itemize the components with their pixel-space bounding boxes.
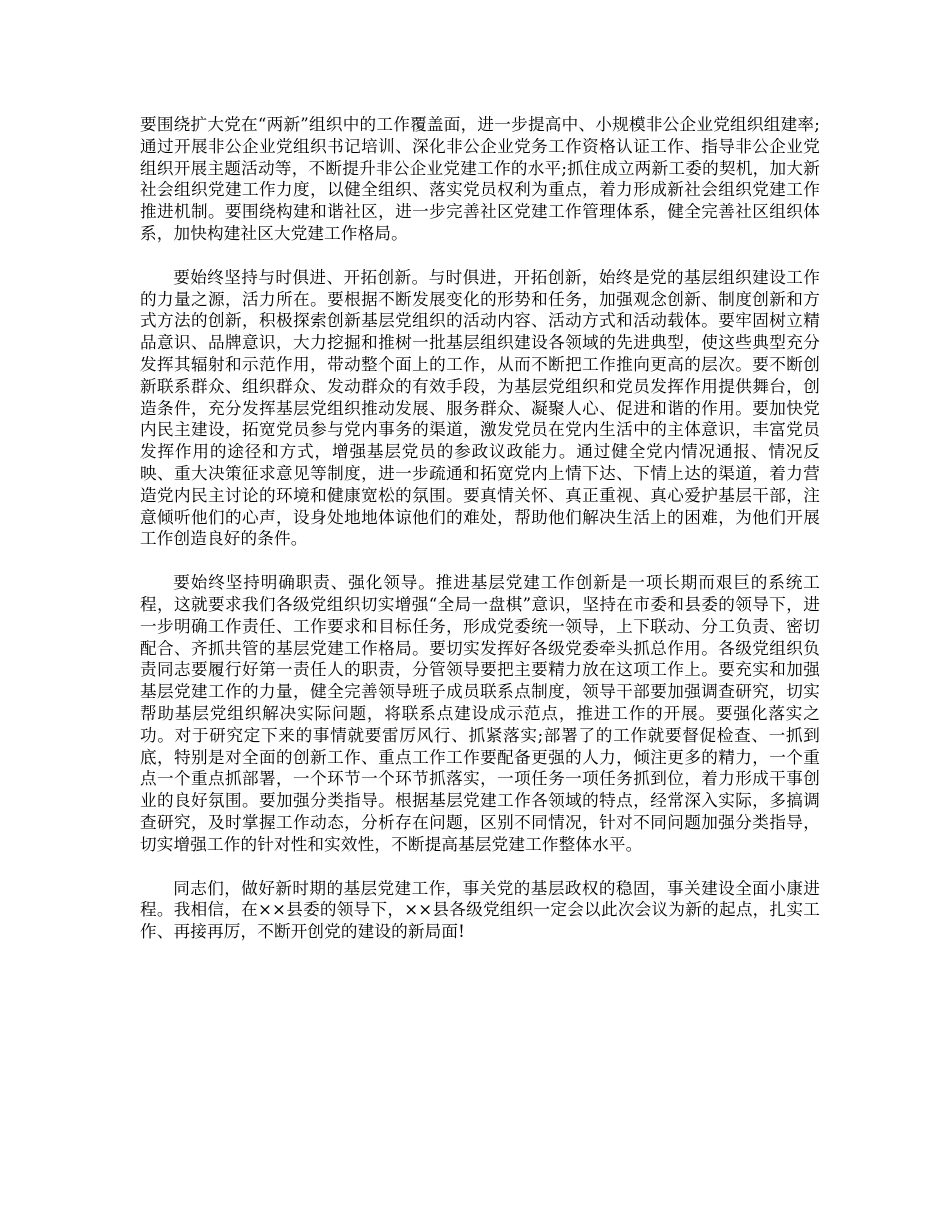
paragraph-spacer — [140, 550, 820, 572]
paragraph-1: 要围绕扩大党在“两新”组织中的工作覆盖面，进一步提高中、小规模非公企业党组织组建率;通过开展非公企业党组织书记培训、深化非公企业党务工作资格认证工作、指导非公企业党组织开展主题活动等，不断提升非公企业党建工作的水平;抓住成立两新工委的契机，加大新社会组织党建工作力度，以健全组织、落实党员权利为重点，着力形成新社会组织党建工作推进机制。要围绕构建和谐社区，进一步完善社区党建工作管理体系，健全完善社区组织体系，加快构建社区大党建工作格局。 — [140, 115, 820, 243]
paragraph-2: 要始终坚持与时俱进、开拓创新。与时俱进，开拓创新，始终是党的基层组织建设工作的力量之源，活力所在。要根据不断发展变化的形势和任务，加强观念创新、制度创新和方式方法的创新，积极探索创新基层党组织的活动内容、活动方式和活动载体。要牢固树立精品意识、品牌意识，大力挖掘和推树一批基层组织建设各领域的先进典型，使这些典型充分发挥其辐射和示范作用，带动整个面上的工作，从而不断把工作推向更高的层次。要不断创新联系群众、组织群众、发动群众的有效手段，为基层党组织和党员发挥作用提供舞台，创造条件，充分发挥基层党组织推动发展、服务群众、凝聚人心、促进和谐的作用。要加快党内民主建设，拓宽党员参与党内事务的渠道，激发党员在党内生活中的主体意识，丰富党员发挥作用的途径和方式，增强基层党员的参政议政能力。通过健全党内情况通报、情况反映、重大决策征求意见等制度，进一步疏通和拓宽党内上情下达、下情上达的渠道，着力营造党内民主讨论的环境和健康宽松的氛围。要真情关怀、真正重视、真心爱护基层干部，注意倾听他们的心声，设身处地地体谅他们的难处，帮助他们解决生活上的困难，为他们开展工作创造良好的条件。 — [140, 267, 820, 549]
paragraph-3: 要始终坚持明确职责、强化领导。推进基层党建工作创新是一项长期而艰巨的系统工程，这就要求我们各级党组织切实增强“全局一盘棋”意识，坚持在市委和县委的领导下，进一步明确工作责任、工作要求和目标任务，形成党委统一领导，上下联动、分工负责、密切配合、齐抓共管的基层党建工作格局。要切实发挥好各级党委牵头抓总作用。各级党组织负责同志要履行好第一责任人的职责，分管领导要把主要精力放在这项工作上。要充实和加强基层党建工作的力量，健全完善领导班子成员联系点制度，领导干部要加强调查研究，切实帮助基层党组织解决实际问题，将联系点建设成示范点，推进工作的开展。要强化落实之功。对于研究定下来的事情就要雷厉风行、抓紧落实;部署了的工作就要督促检查、一抓到底，特别是对全面的创新工作、重点工作工作要配备更强的人力，倾注更多的精力，一个重点一个重点抓部署，一个环节一个环节抓落实，一项任务一项任务抓到位，着力形成干事创业的良好氛围。要加强分类指导。根据基层党建工作各领域的特点，经常深入实际，多搞调查研究，及时掌握工作动态，分析存在问题，区别不同情况，针对不同问题加强分类指导，切实增强工作的针对性和实效性，不断提高基层党建工作整体水平。 — [140, 573, 820, 854]
paragraph-spacer — [140, 245, 820, 267]
paragraph-4: 同志们，做好新时期的基层党建工作，事关党的基层政权的稳固，事关建设全面小康进程。我相信，在××县委的领导下，××县各级党组织一定会以此次会议为新的起点，扎实工作、再接再厉，不断开创党的建设的新局面! — [140, 878, 820, 942]
paragraph-spacer — [140, 856, 820, 878]
document-body — [140, 114, 820, 943]
